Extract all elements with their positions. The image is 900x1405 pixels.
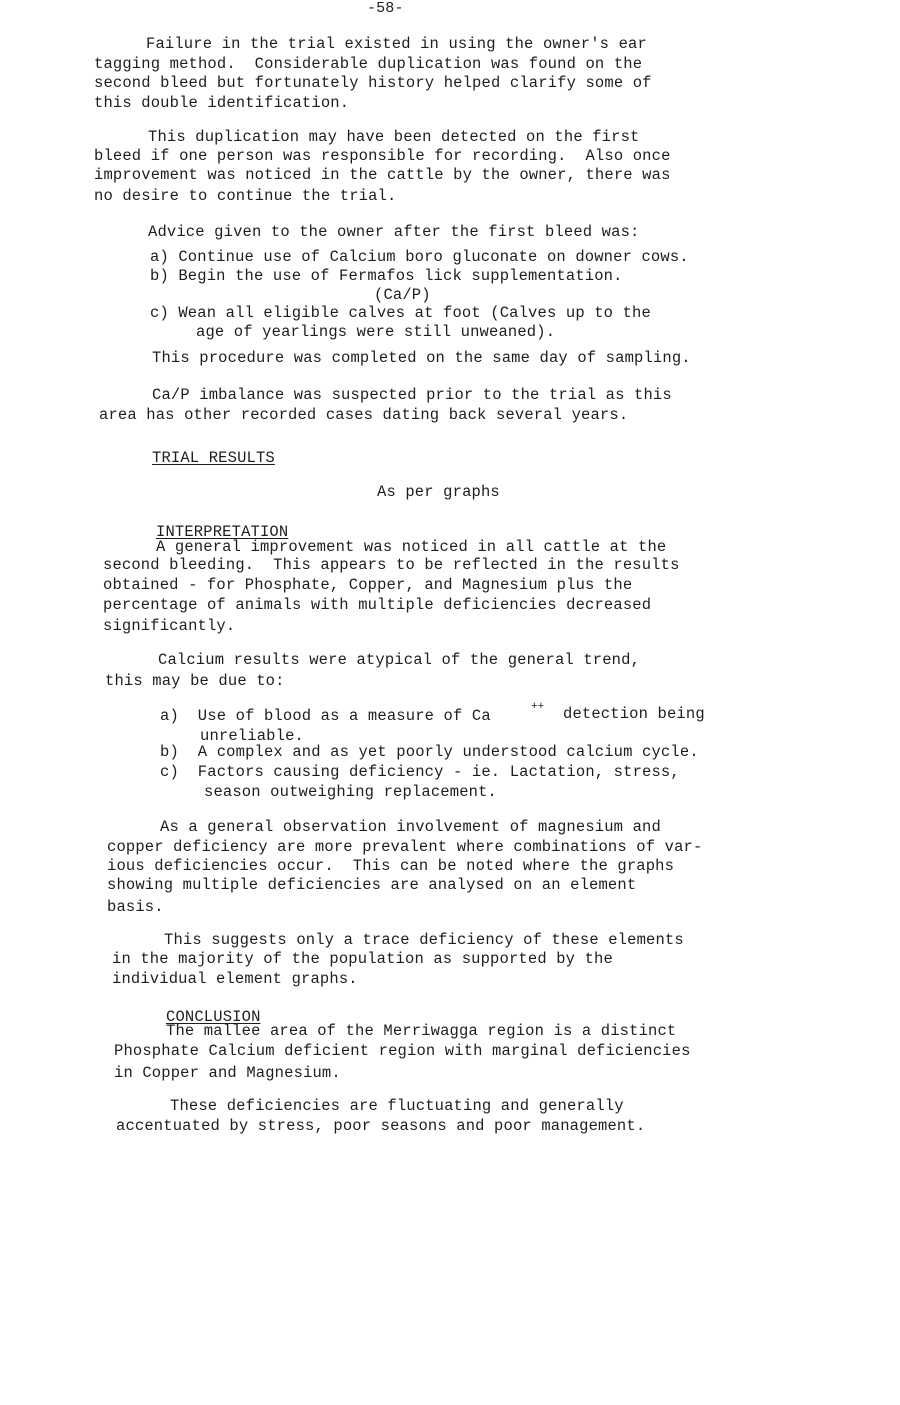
paragraph-line: A general improvement was noticed in all cattle at the (156, 538, 667, 556)
paragraph-line: individual element graphs. (112, 970, 358, 988)
calcium-list-item-b: b) A complex and as yet poorly understood calcium cycle. (160, 743, 699, 761)
page-number: -58- (367, 0, 404, 17)
paragraph-line: This suggests only a trace deficiency of these elements (164, 931, 684, 949)
paragraph-line: copper deficiency are more prevalent where combinations of var- (107, 838, 703, 856)
paragraph-line: Ca/P imbalance was suspected prior to the trial as this (152, 386, 672, 404)
calcium-list-item-a-end: detection being (563, 705, 705, 723)
paragraph-line: These deficiencies are fluctuating and generally (170, 1097, 624, 1115)
advice-item-b-note: (Ca/P) (374, 286, 431, 304)
paragraph-line: Calcium results were atypical of the general trend, (158, 651, 641, 669)
paragraph-line: The mallee area of the Merriwagga region is a distinct (166, 1022, 677, 1040)
advice-item-c-cont: age of yearlings were still unweaned). (196, 323, 556, 341)
paragraph-line: in the majority of the population as supported by the (112, 950, 613, 968)
advice-item-b: b) Begin the use of Fermafos lick supplementation. (150, 267, 623, 285)
paragraph-line: area has other recorded cases dating back several years. (99, 406, 629, 424)
interpretation-heading: INTERPRETATION (156, 523, 289, 541)
paragraph-line: accentuated by stress, poor seasons and poor management. (116, 1117, 646, 1135)
paragraph-line: obtained - for Phosphate, Copper, and Magnesium plus the (103, 576, 633, 594)
trial-results-text: As per graphs (377, 483, 500, 501)
paragraph-line: ious deficiencies occur. This can be noted where the graphs (107, 857, 675, 875)
paragraph-line: tagging method. Considerable duplication was found on the (94, 55, 643, 73)
paragraph-line: percentage of animals with multiple deficiencies decreased (103, 596, 652, 614)
paragraph-line: this double identification. (94, 94, 350, 112)
superscript-charge: ++ (531, 701, 545, 713)
paragraph-line: showing multiple deficiencies are analysed on an element (107, 876, 637, 894)
calcium-list-item-a: a) Use of blood as a measure of Ca (160, 707, 491, 725)
paragraph-line: This duplication may have been detected on the first (148, 128, 640, 146)
calcium-list-item-c: c) Factors causing deficiency - ie. Lactation, stress, (160, 763, 680, 781)
paragraph-line: basis. (107, 898, 164, 916)
paragraph-line: bleed if one person was responsible for recording. Also once (94, 147, 671, 165)
calcium-list-item-c-cont: season outweighing replacement. (204, 783, 497, 801)
trial-results-heading: TRIAL RESULTS (152, 449, 275, 467)
paragraph-line: As a general observation involvement of magnesium and (160, 818, 661, 836)
paragraph-line: Phosphate Calcium deficient region with marginal deficiencies (114, 1042, 691, 1060)
paragraph-line: significantly. (103, 617, 236, 635)
calcium-list-item-a-cont: unreliable. (200, 727, 304, 745)
advice-item-a: a) Continue use of Calcium boro gluconate on downer cows. (150, 248, 689, 266)
advice-intro: Advice given to the owner after the first bleed was: (148, 223, 640, 241)
advice-item-c: c) Wean all eligible calves at foot (Calves up to the (150, 304, 651, 322)
paragraph-line: This procedure was completed on the same day of sampling. (152, 349, 691, 367)
paragraph-line: in Copper and Magnesium. (114, 1064, 341, 1082)
paragraph-line: second bleeding. This appears to be reflected in the results (103, 556, 680, 574)
paragraph-line: second bleed but fortunately history helped clarify some of (94, 74, 652, 92)
conclusion-heading: CONCLUSION (166, 1008, 261, 1026)
paragraph-line: no desire to continue the trial. (94, 187, 397, 205)
paragraph-line: Failure in the trial existed in using the owner's ear (146, 35, 647, 53)
paragraph-line: improvement was noticed in the cattle by the owner, there was (94, 166, 671, 184)
paragraph-line: this may be due to: (105, 672, 285, 690)
